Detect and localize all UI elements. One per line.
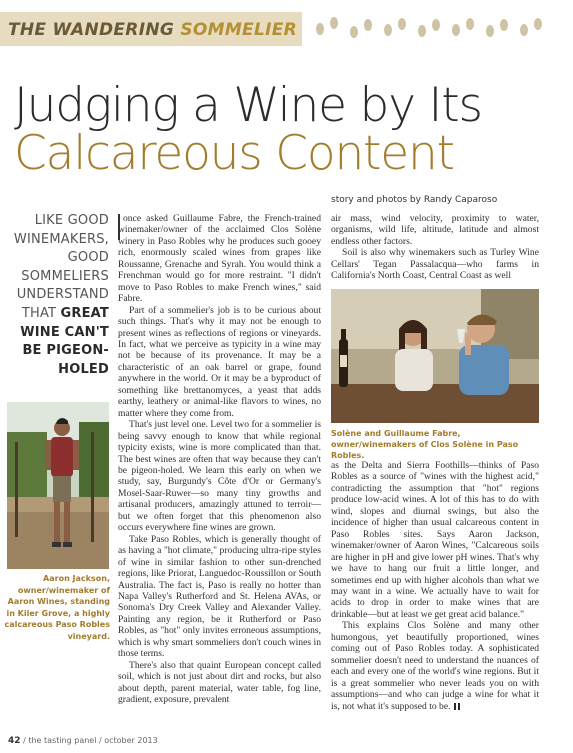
paragraph: once asked Guillaume Fabre, the French-trained winemaker/owner of the acclaimed Clos Solène winery in Paso Robles why he produces such gooey rich, enormously scaled wines from grapes like Roussanne, Grenache and Syrah. You would think a Frenchman would go for more restraint. "I didn't move to Paso Robles to make French wines," said Fabre. (118, 213, 321, 305)
paragraph: There's also that quaint European concept called soil, which is not just about dirt and rocks, but also about depth, parent material, water table, fog line, gradient, exposure, prevalent (118, 659, 321, 706)
section-title-part2: SOMMELIER (180, 20, 298, 40)
pull-quote-strong: GREAT WINE CAN'T BE PIGEON-HOLED (20, 305, 109, 377)
footprints-decoration (310, 14, 560, 44)
paragraph: Soil is also why winemakers such as Turley Wine Cellars' Tegan Passalacqua—who farms in California's North Coast, Central Coast as well (331, 247, 539, 282)
byline: story and photos by Randy Caparoso (331, 195, 498, 205)
paragraph: Take Paso Robles, which is generally thought of as having a "hot climate," producing ultra-ripe styles of wine in similar fashion to other sun-drenched regions, like Priorat, Languedoc-Roussillon or South Australia. The fact is, Paso is really no hotter than Napa Valley's Rutherford and St. Helena AVAs, or Sonoma's Dry Creek Valley and Alexander Valley. Painting any region, be it Rutherford or Paso Robles, as "hot" only invites erroneous assumptions, which is why smart sommeliers don't couch wines in those terms. (118, 533, 321, 660)
paragraph: That's just level one. Level two for a sommelier is being savvy enough to know that while regional typicity exists, wine is more complicated than that. The best wines are often that way because they can't be pigeon-holed. We learn this early on when we study, say, Burgundy's Côte d'Or or Germany's Mosel-Saar-Ruwer—so many tiny growths and artisanal producers, amazingly attuned to terroir—but we often forget that this phenomenon also occurs everywhere fine wines are grown. (118, 419, 321, 534)
page-footer (8, 736, 158, 746)
caption-vineyard: Aaron Jackson, owner/winemaker of Aaron Wines, standing in Kiler Grove, a highly calcareous Paso Robles vineyard. (4, 574, 110, 641)
caption-winemakers: Solène and Guillaume Fabre, owner/winemakers of Clos Solène in Paso Robles. (331, 429, 519, 460)
headline-line-2: Calcareous Content (14, 126, 454, 181)
page-number: 42 (8, 736, 21, 746)
pull-quote (6, 212, 109, 379)
winemakers-photo (331, 289, 539, 423)
paragraph (331, 620, 539, 712)
body-column-1 (118, 213, 321, 705)
body-column-2-top (331, 213, 539, 282)
paragraph: Part of a sommelier's job is to be curious about such things. That's why it may not be enough to present wines as reflections of regions or vineyards. In fact, what we perceive as typicity in a wine may not be because of its provenance. It may be a characteristic of an oak barrel or grape, found anywhere in the world. Or it may be a byproduct of something like brettanomyces, a yeast that adds earthy, leathery or animal-like flavors to wines, no matter where they come from. (118, 304, 321, 419)
footer-publication: / the tasting panel / october 2013 (23, 736, 158, 745)
body-column-2-bottom (331, 460, 539, 712)
paragraph-text: This explains Clos Solène and many other humongous, yet beautifully proportioned, wines coming out of Paso Robles today. A sophisticated sommelier doesn't need to understand the nuances of each and every one of the world's wine regions. But it is a great sommelier who never leads you on with assumptions—and who can judge a wine for what it is, not what it's supposed to be. (331, 620, 539, 712)
paragraph: as the Delta and Sierra Foothills—thinks of Paso Robles as a source of "wines with the highest acid," contradicting the assumption that "hot" regions produce low-acid wines. A lot of this has to do with wind, slopes and diurnal swings, but also the incidence of higher than usual calcareous content in Paso Robles sites. Says Aaron Jackson, winemaker/owner of Aaron Wines, "Calcareous soils are higher in pH and give lower pH wines. That's why we have to hang our fruit a little longer, and sometimes end up with higher alcohols than what we may want in a wine. We actually have to wait for acids to drop in order to make wines that are drinkable—but at least we get great acid balance." (331, 460, 539, 620)
section-title (8, 20, 297, 40)
end-mark-icon (454, 703, 460, 710)
vineyard-photo (7, 402, 109, 569)
headline-line-1: Judging a Wine by Its (14, 78, 482, 133)
section-title-part1: THE WANDERING (8, 20, 175, 40)
paragraph: air mass, wind velocity, proximity to water, organisms, wild life, altitude, latitude and almost endless other factors. (331, 213, 539, 247)
pull-quote-plain: LIKE GOOD WINEMAKERS, GOOD SOMMELIERS UNDERSTAND THAT (13, 213, 109, 321)
